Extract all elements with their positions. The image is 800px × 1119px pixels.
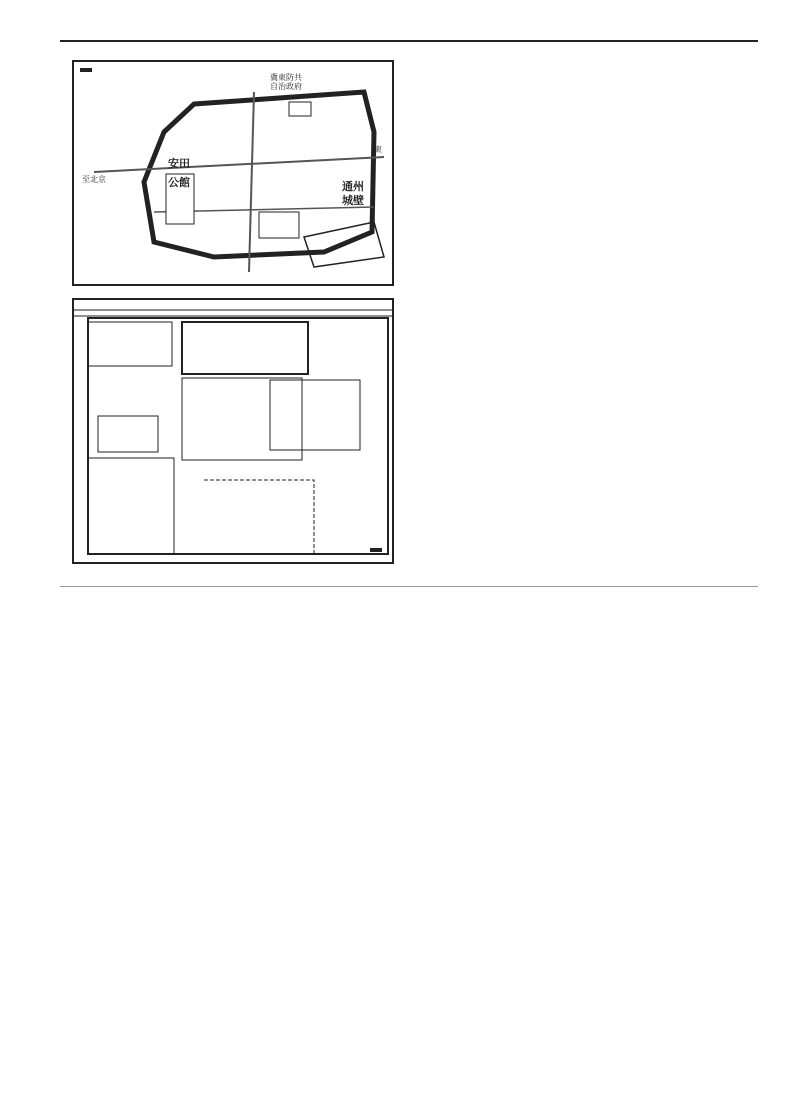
map-label-wall: 通州 — [342, 180, 364, 193]
map-label-gov: 冀東防共 — [270, 73, 302, 82]
page-header — [60, 18, 758, 42]
map-label-east: 東 — [374, 145, 382, 154]
top-article-columns — [74, 58, 754, 576]
map-label-yasuda2: 公館 — [168, 176, 190, 189]
map-label-gov2: 自治政府 — [270, 82, 302, 91]
map-label-west: 至北京 — [82, 175, 106, 184]
map-label-yasuda: 安田 — [168, 157, 190, 170]
bottom-article-columns — [74, 600, 754, 1100]
map-label-wall2: 城壁 — [342, 194, 364, 207]
section-divider — [60, 586, 758, 587]
